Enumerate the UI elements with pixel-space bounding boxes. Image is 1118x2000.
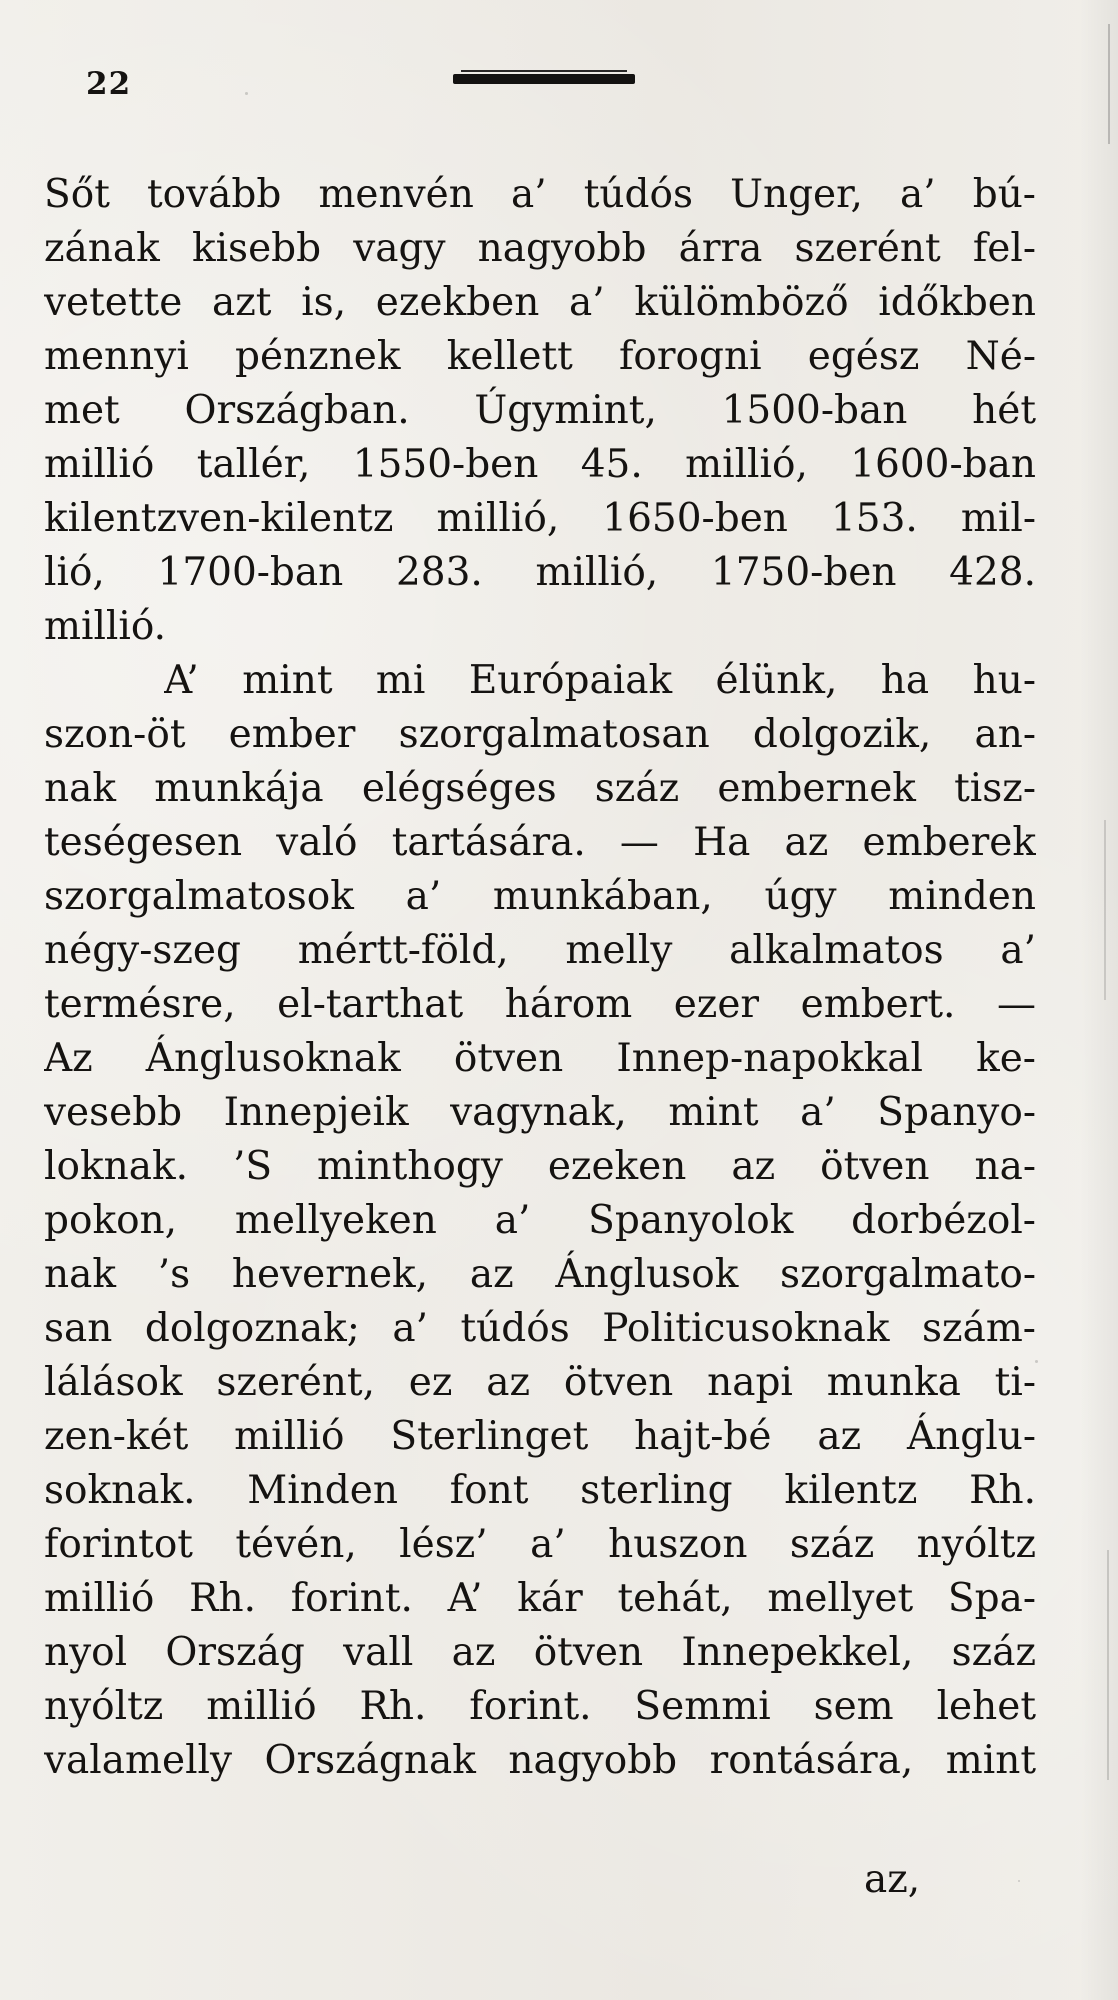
header-rule	[453, 74, 635, 84]
text-line-indented: A’ mint mi Európaiak élünk, ha hu-	[164, 658, 1036, 703]
text-line: nak munkája elégséges száz embernek tisz-	[44, 766, 1036, 811]
text-line: kilentzven-kilentz millió, 1650-ben 153. mil-	[44, 496, 1036, 541]
paper-speck	[980, 1168, 984, 1172]
text-line: met Országban. Úgymint, 1500-ban hét	[44, 388, 1036, 433]
page-edge-mark	[1107, 1550, 1109, 1780]
text-line: nyol Ország vall az ötven Innepekkel, száz	[44, 1630, 1036, 1675]
text-line: teségesen való tartására. — Ha az emberek	[44, 820, 1036, 865]
text-line: szorgalmatosok a’ munkában, úgy minden	[44, 874, 1036, 919]
text-line: forintot tévén, lész’ a’ huszon száz nyóltz	[44, 1522, 1036, 1567]
text-line: san dolgoznak; a’ túdós Politicusoknak szám-	[44, 1306, 1036, 1351]
text-line: millió tallér, 1550-ben 45. millió, 1600-ban	[44, 442, 1036, 487]
page-edge-shadow	[1080, 0, 1118, 2000]
text-line: valamelly Országnak nagyobb rontására, mint	[44, 1738, 1036, 1783]
text-line: nyóltz millió Rh. forint. Semmi sem lehet	[44, 1684, 1036, 1729]
page-number: 22	[86, 66, 132, 102]
text-line: vetette azt is, ezekben a’ külömböző időkben	[44, 280, 1036, 325]
text-line: vesebb Innepjeik vagynak, mint a’ Spanyo-	[44, 1090, 1036, 1135]
text-line: loknak. ’S minthogy ezeken az ötven na-	[44, 1144, 1036, 1189]
text-line: lálások szerént, ez az ötven napi munka ti-	[44, 1360, 1036, 1405]
text-line: Az Ánglusoknak ötven Innep-napokkal ke-	[44, 1036, 1036, 1081]
text-line: lió, 1700-ban 283. millió, 1750-ben 428.	[44, 550, 1036, 595]
page-edge-mark	[1108, 24, 1110, 144]
text-line: millió.	[44, 604, 167, 649]
text-line: millió Rh. forint. A’ kár tehát, mellyet Spa-	[44, 1576, 1036, 1621]
text-line: mennyi pénznek kellett forogni egész Né-	[44, 334, 1036, 379]
text-line: nak ’s hevernek, az Ánglusok szorgalmato-	[44, 1252, 1036, 1297]
paper-speck	[1018, 1880, 1020, 1882]
text-line: Sőt tovább menvén a’ túdós Unger, a’ bú-	[44, 172, 1036, 217]
text-line: zen-két millió Sterlinget hajt-bé az Ánglu-	[44, 1414, 1036, 1459]
text-line: zának kisebb vagy nagyobb árra szerént fel-	[44, 226, 1036, 271]
page-edge-mark	[1104, 820, 1106, 1000]
text-line: szon-öt ember szorgalmatosan dolgozik, an-	[44, 712, 1036, 757]
paper-speck	[612, 722, 614, 724]
text-line: termésre, el-tarthat három ezer embert. —	[44, 982, 1036, 1027]
text-line: négy-szeg mértt-föld, melly alkalmatos a’	[44, 928, 1036, 973]
paper-speck	[1035, 1360, 1038, 1363]
paper-speck	[245, 92, 248, 95]
catchword: az,	[864, 1857, 921, 1902]
text-line: soknak. Minden font sterling kilentz Rh.	[44, 1468, 1036, 1513]
text-line: pokon, mellyeken a’ Spanyolok dorbézol-	[44, 1198, 1036, 1243]
